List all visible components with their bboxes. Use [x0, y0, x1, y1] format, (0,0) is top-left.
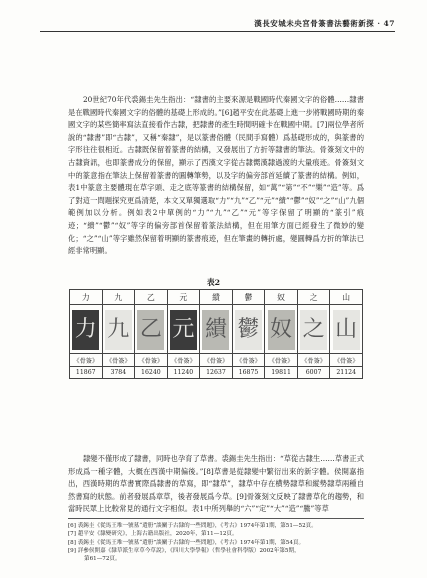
source-cell: 《骨簽》: [330, 354, 363, 367]
bone-inscription-image: [170, 310, 197, 350]
glyph-char: 奴: [270, 316, 293, 342]
bone-inscription-image: [105, 310, 132, 350]
source-cell: 《骨簽》: [265, 354, 298, 367]
table-header-cell: 山: [330, 290, 363, 305]
number-cell: 21124: [330, 367, 363, 379]
character-comparison-table: [69, 289, 363, 379]
footnote: [9] 詳參侯開嘉《隸草派生章草今草說》，《四川大學學報》（哲學社會科學版）2002年第5期，: [68, 547, 300, 554]
glyph-cell: [297, 305, 330, 354]
table-header-cell: 之: [297, 290, 330, 305]
number-cell: 19811: [265, 367, 298, 379]
glyph-cell: [70, 305, 103, 354]
source-cell: 《骨簽》: [297, 354, 330, 367]
glyph-char: 九: [107, 316, 130, 342]
glyph-cell: [232, 305, 265, 354]
body-paragraph-1: [68, 94, 364, 258]
source-cell: 《骨簽》: [167, 354, 200, 367]
paragraph-text: 隸變不僅形成了隸書，同時也孕育了草書。裘錫圭先生指出：“草從古隸生……草書正式形成爲一種字體，大概在西漢中期偏後。”[8]草書是從隸變中繁衍出來的新字體。侯開嘉指出，西漢時期的草書實際爲隸書的草寫，即“隸草”，隸草中存在横勢隸草和縱勢隸草兩種自然書寫的狀態。前者發展爲章草，後者發展爲今草。[9]骨簽刻文反映了隸書草化的趨勢，和當時民眾上比較常見的通行文字相似。表1中所列舉的“六”“定”“大”“造”“騰”等草: [68, 454, 365, 514]
bone-inscription-image: [137, 310, 164, 350]
header-rule: [40, 31, 395, 32]
footnote-rule: [68, 518, 364, 519]
bone-inscription-image: [300, 310, 327, 350]
glyph-cell: [330, 305, 363, 354]
glyph-cell: [200, 305, 233, 354]
table-title: 表2: [206, 278, 221, 287]
source-cell: 《骨簽》: [232, 354, 265, 367]
footnote: 第61—72頁。: [84, 556, 121, 563]
glyph-cell: [265, 305, 298, 354]
table-header-cell: 乙: [135, 290, 168, 305]
bone-inscription-image: [333, 310, 360, 350]
bone-inscription-image: [72, 310, 99, 350]
source-cell: 《骨簽》: [200, 354, 233, 367]
table-header-cell: 元: [167, 290, 200, 305]
bone-inscription-image: [235, 310, 262, 350]
glyph-char: 繢: [204, 316, 227, 342]
glyph-char: 鬱: [237, 316, 260, 342]
number-cell: 16240: [135, 367, 168, 379]
number-cell: 11867: [70, 367, 103, 379]
running-header: 漢長安城未央宮骨簽書法藝術新探 · 47: [254, 19, 395, 28]
footnote: [7] 趙平安《隸變研究》，上海古籍出版社，2020年，第11—12頁。: [68, 531, 238, 538]
number-cell: 3784: [102, 367, 135, 379]
source-cell: 《骨簽》: [70, 354, 103, 367]
table-header-cell: 力: [70, 290, 103, 305]
bone-inscription-image: [202, 310, 229, 350]
glyph-char: 乙: [139, 316, 162, 342]
footnote: [8] 裘錫圭《從馬王堆一號墓“遣册”談關于古隸的一些問題》，《考古》1974年第1期，第54頁。: [68, 539, 305, 546]
bone-inscription-image: [268, 310, 295, 350]
source-cell: 《骨簽》: [102, 354, 135, 367]
body-paragraph-2: [68, 453, 364, 516]
glyph-char: 元: [172, 316, 195, 342]
glyph-char: 之: [302, 316, 325, 342]
glyph-char: 山: [335, 316, 358, 342]
footnote: [6] 裘錫圭《從馬王堆一號墓“遣册”談關于古隸的一些問題》，《考古》1974年第1期，第51—52頁。: [68, 523, 317, 529]
table-header-cell: 奴: [265, 290, 298, 305]
number-cell: 11240: [167, 367, 200, 379]
table-header-cell: 鬱: [232, 290, 265, 305]
glyph-char: 力: [74, 316, 97, 342]
table-header-cell: 繢: [200, 290, 233, 305]
number-cell: 16875: [232, 367, 265, 379]
number-cell: 12637: [200, 367, 233, 379]
footnotes: [68, 522, 364, 563]
table-header-cell: 九: [102, 290, 135, 305]
glyph-cell: [102, 305, 135, 354]
paragraph-text: 20世紀70年代裘錫圭先生指出：“隸書的主要來源是戰國時代秦國文字的俗體……隸書是在戰國時代秦國文字的俗體的基礎上形成的。”[6]趙平安在此基礎上進一步將戰國時期的秦國文字的某些簡率寫法直接看作古隸，把隸書的產生時間明確卡在戰國中期。[7]兩位學者所說的“隸書”即“古隸”，又稱“秦隸”，是以篆書俗體（民間手寫體）爲基礎形成的，與篆書的字形往往很相近。古隸既保留着篆書的結構，又發展出了方折等隸書的筆法。骨簽刻文中的古隸資訊，也即篆書成分的保留，顯示了西漢文字從古隸嚮漢隸過渡的大量痕迹。骨簽刻文中的篆意指在筆法上保留着篆書的圓轉筆勢，以及字的偏旁部首延續了篆書的結構。例如，表1中篆意主要體現在草字頭、走之底等篆書的結構保留，如“萬”“第”“不”“樂”“造”等。爲了對這一問題探究更爲清楚，本文又單獨選取“力”“九”“乙”“元”“繢”“鬱”“奴”“之”“山”九個範例加以分析。例如表2中單例的“力”“九”“乙”“元”等字保留了明顯的“篆引”痕迹；“繢”“鬱”“奴”等字的偏旁部首保留着篆法結構，但在用筆方面已經發生了微妙的變化；“之”“山”等字雖然保留着明顯的篆書痕迹，但在筆畫的轉折處，變圓轉爲方折的筆法已經非常明顯。: [68, 95, 364, 256]
glyph-cell: [135, 305, 168, 354]
number-cell: 6007: [297, 367, 330, 379]
glyph-cell: [167, 305, 200, 354]
source-cell: 《骨簽》: [135, 354, 168, 367]
